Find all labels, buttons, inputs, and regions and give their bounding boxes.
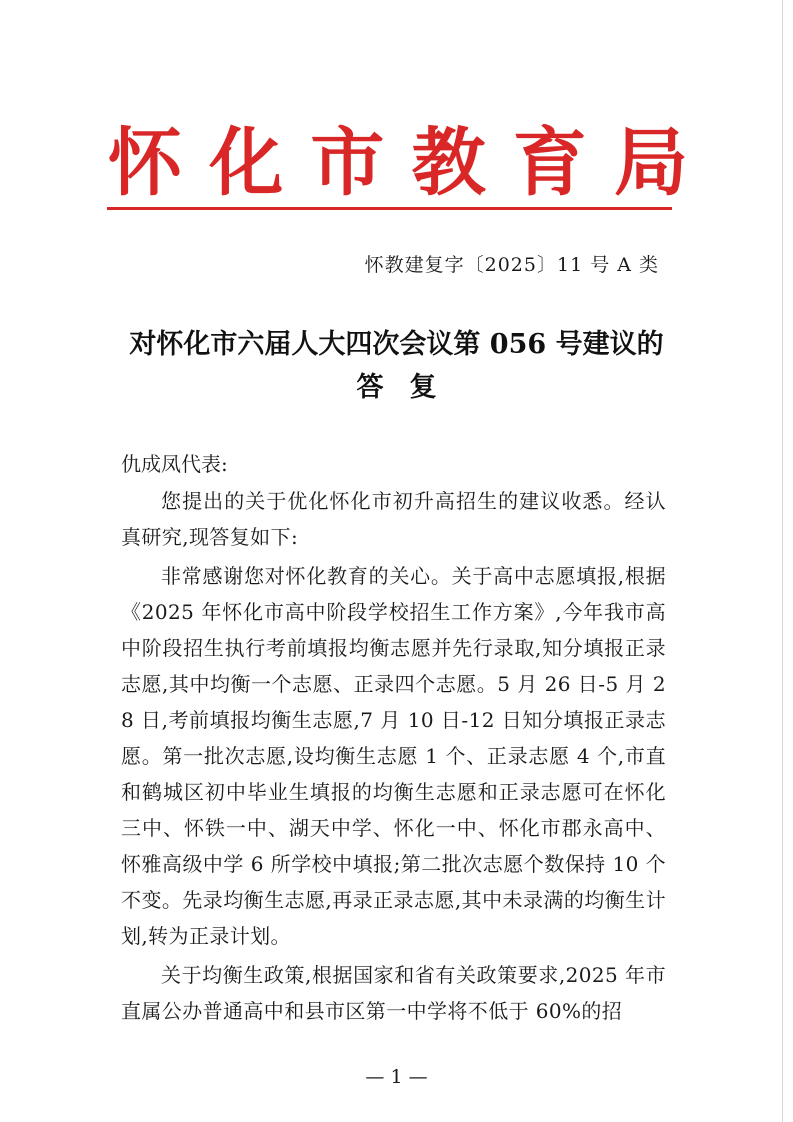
document-title-line2: 答复 [356,372,463,403]
page-number: — 1 — [365,1066,428,1088]
body-paragraph: 关于均衡生政策,根据国家和省有关政策要求,2025 年市直属公办普通高中和县市区第一中学将不低于 60%的招 [121,963,666,1023]
letterhead-char: 局 [613,120,688,206]
letterhead-char: 化 [209,120,284,206]
letterhead-char: 育 [512,120,587,206]
scan-edge-line [782,0,783,1122]
letterhead-char: 怀 [108,120,182,206]
document-title-line1: 对怀化市六届人大四次会议第 056 号建议的 [129,329,664,360]
document-body [121,483,666,1032]
letterhead-char: 市 [310,120,385,206]
document-number: 怀教建复字〔2025〕11 号 A 类 [364,254,659,276]
letterhead-divider [107,207,672,210]
body-paragraph: 您提出的关于优化怀化市初升高招生的建议收悉。经认真研究,现答复如下: [121,489,666,549]
letterhead-char: 教 [411,120,486,206]
salutation: 仇成凤代表: [121,452,228,476]
body-paragraph: 非常感谢您对怀化教育的关心。关于高中志愿填报,根据《2025 年怀化市高中阶段学校招生工作方案》,今年我市高中阶段招生执行考前填报均衡志愿并先行录取,知分填报正录志愿,其中均衡一个志愿、正录四个志愿。5 月 26 日-5 月 28 日,考前填报均衡生志愿,7 月 10 日-12 日知分填报正录志愿。第一批次志愿,设均衡生志愿 1 个、正录志愿 4 个,市直和鹤城区初中毕业生填报的均衡生志愿和正录志愿可在怀化三中、怀铁一中、湖天中学、怀化一中、怀化市郡永高中、怀雅高级中学 6 所学校中填报;第二批次志愿个数保持 10 个不变。先录均衡生志愿,再录正录志愿,其中未录满的均衡生计划,转为正录计划。 [121,564,666,948]
letterhead-title [108,118,688,208]
